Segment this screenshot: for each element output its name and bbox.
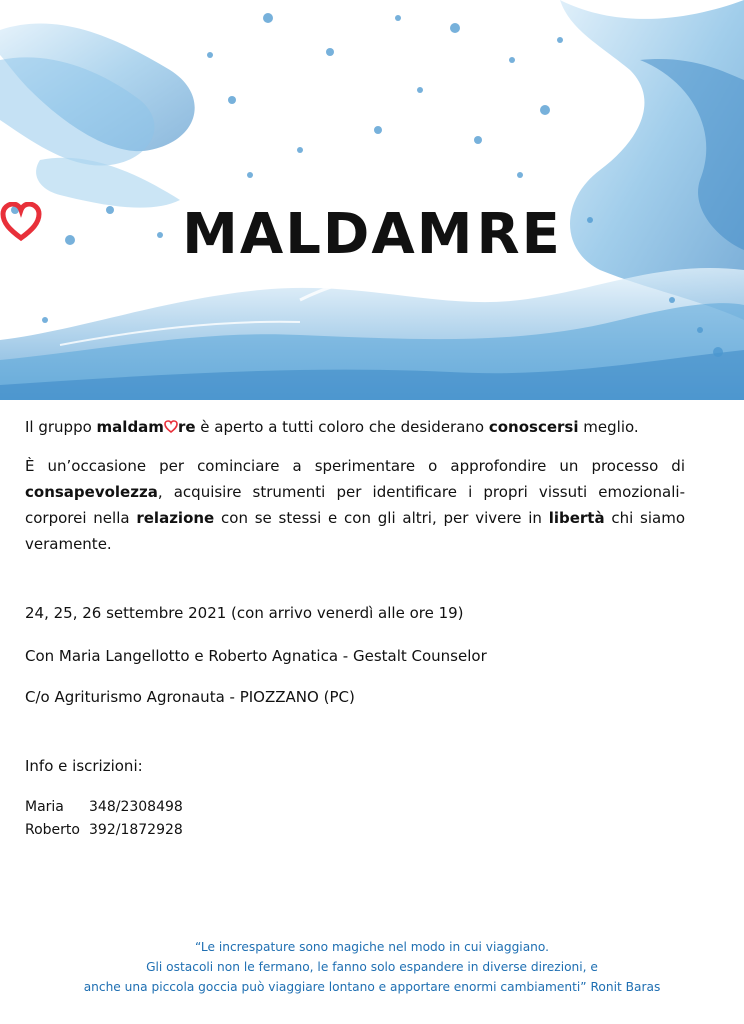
water-splash-image xyxy=(0,0,744,400)
quote-line: anche una piccola goccia può viaggiare lontano e apportare enormi cambiamenti” Ronit Baras xyxy=(83,980,661,994)
contact-name: Maria xyxy=(25,799,64,815)
description xyxy=(25,414,685,557)
info-heading: Info e iscrizioni: xyxy=(25,757,143,775)
contact-row xyxy=(25,796,183,819)
description-paragraph: È un’occasione per cominciare a sperimentare o approfondire un processo di consapevolezza, acquisire strumenti per identificare i propri vissuti emozionali-corporei nella relazione con se stessi e con gli altri, per vivere in libertà chi siamo veramente. xyxy=(25,457,686,553)
contact-list xyxy=(25,796,183,842)
contact-phone: 348/2308498 xyxy=(89,799,183,815)
event-hosts: Con Maria Langellotto e Roberto Agnatica - Gestalt Counselor xyxy=(25,647,487,665)
contact-phone: 392/1872928 xyxy=(89,822,183,838)
contact-name: Roberto xyxy=(25,822,80,838)
intro-sentence: Il gruppo maldam re è aperto a tutti coloro che desiderano conoscersi meglio. xyxy=(25,414,685,441)
quote-line: “Le increspature sono magiche nel modo in cui viaggiano. xyxy=(194,940,549,954)
quote-line: Gli ostacoli non le fermano, le fanno solo espandere in diverse direzioni, e xyxy=(146,960,598,974)
event-dates: 24, 25, 26 settembre 2021 (con arrivo venerdì alle ore 19) xyxy=(25,604,464,622)
quote xyxy=(0,937,744,997)
event-title: MALDAM RE xyxy=(0,202,744,267)
heart-icon xyxy=(164,415,178,441)
water-splash-illustration xyxy=(0,0,744,400)
contact-row xyxy=(25,819,183,842)
event-location: C/o Agriturismo Agronauta - PIOZZANO (PC) xyxy=(25,688,355,706)
